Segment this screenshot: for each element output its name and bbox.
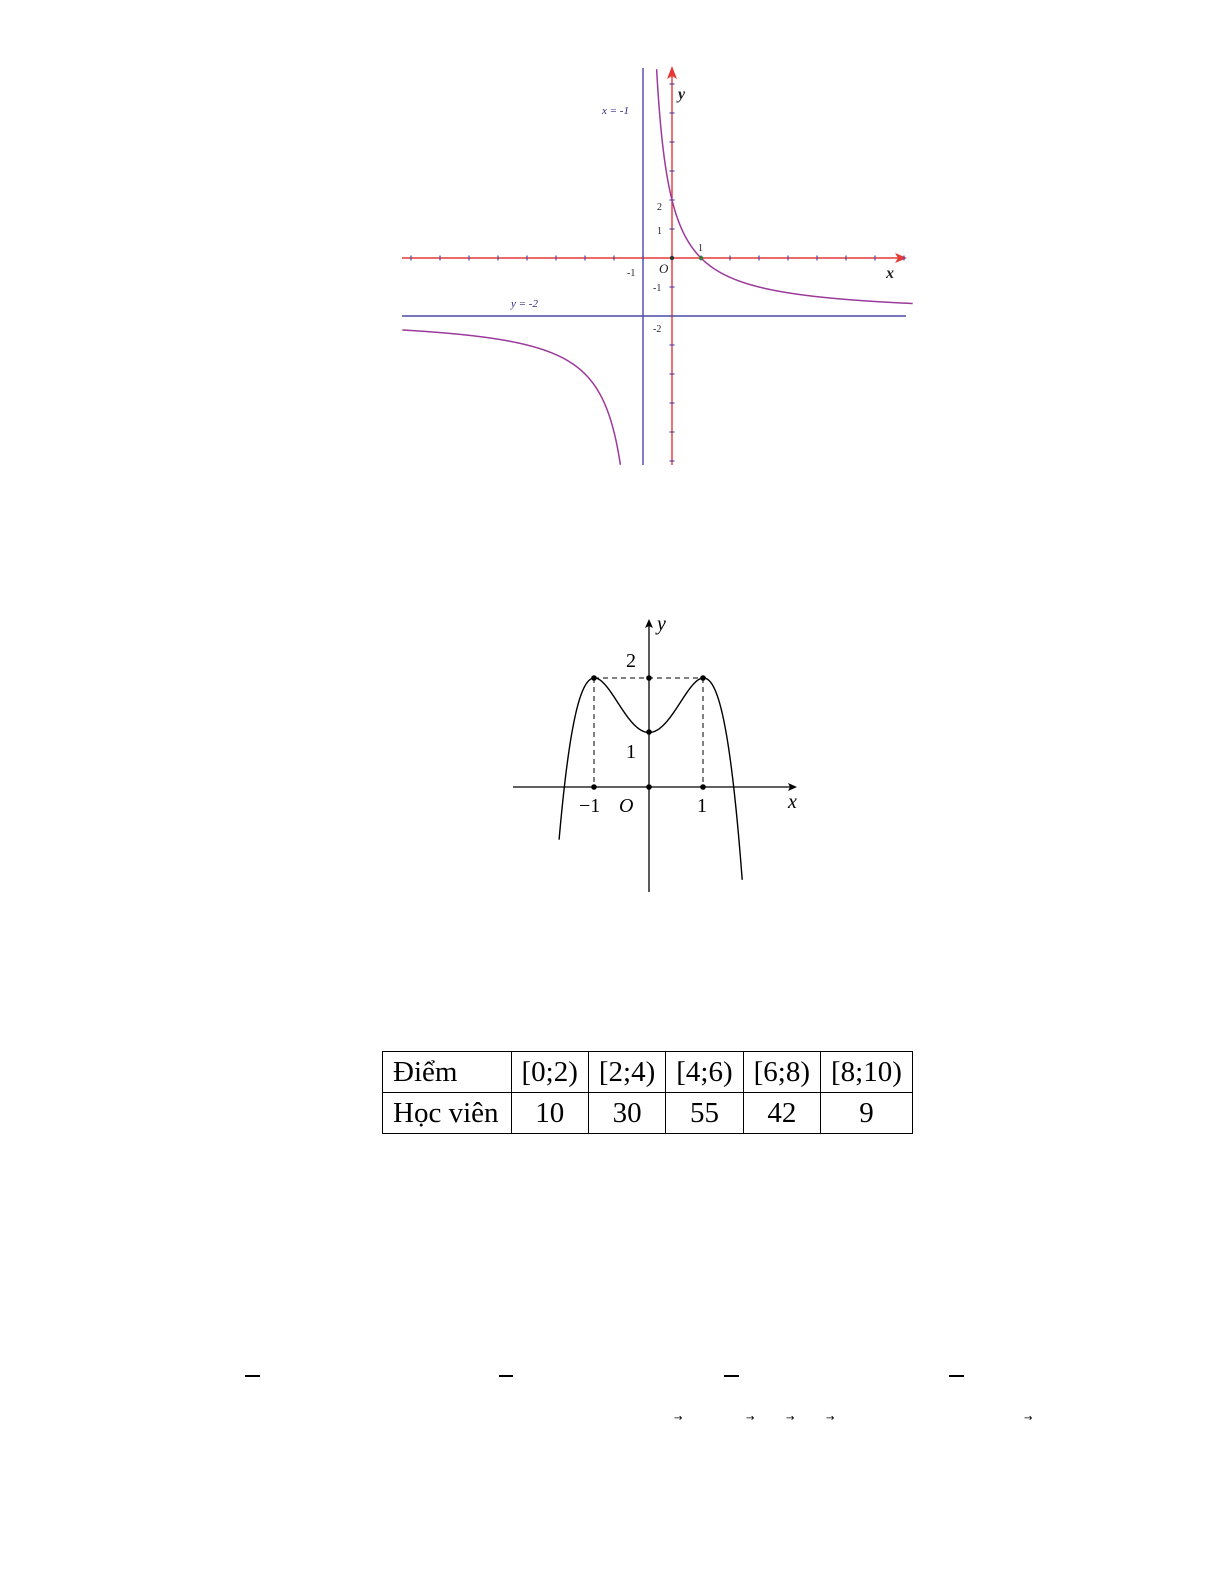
- x-axis-label: x: [788, 791, 797, 813]
- tick-label-y-1: 1: [626, 741, 636, 763]
- overline-fragment: [949, 1375, 964, 1377]
- tick-label-y-1: 1: [657, 226, 662, 237]
- x-pos1-point: [700, 784, 706, 790]
- max-point-right: [700, 675, 706, 681]
- tick-label-x-neg1: −1: [579, 795, 601, 817]
- table-cell-count: 9: [821, 1093, 913, 1134]
- x-axis-label: x: [886, 265, 894, 282]
- table-cell-count: 30: [588, 1093, 665, 1134]
- tick-label-x-1: 1: [698, 243, 703, 254]
- max-point-left: [591, 675, 597, 681]
- y-level-2-point: [646, 675, 652, 681]
- vector-arrow-icon: →: [826, 1413, 835, 1424]
- table-row-header: [383, 1052, 913, 1093]
- y-axis-label: y: [657, 613, 666, 635]
- table-header-label: Điểm: [383, 1052, 512, 1093]
- origin-label: O: [619, 795, 634, 817]
- quartic-curve: [559, 678, 742, 880]
- table-cell-interval: [4;6): [666, 1052, 743, 1093]
- tick-label-y-neg1: -1: [653, 283, 662, 294]
- quartic-function-graph: [505, 610, 825, 895]
- x-intercept-point: [699, 256, 703, 260]
- y-axis-label: y: [678, 86, 686, 103]
- table-cell-count: 55: [666, 1093, 743, 1134]
- origin-point: [670, 256, 674, 260]
- tick-label-x-1: 1: [697, 795, 707, 817]
- table-row-label: Học viên: [383, 1093, 512, 1134]
- min-point: [646, 729, 652, 735]
- rational-function-graph: [395, 60, 915, 470]
- vector-arrow-icon: →: [786, 1413, 795, 1424]
- axis-ticks: [411, 84, 904, 461]
- overline-fragment: [724, 1375, 739, 1377]
- table-row-counts: [383, 1093, 913, 1134]
- origin-point: [646, 784, 652, 790]
- tick-label-y-2: 2: [657, 202, 662, 213]
- table-cell-interval: [6;8): [743, 1052, 820, 1093]
- score-frequency-table: [382, 1051, 913, 1134]
- overline-fragment: [499, 1375, 513, 1377]
- asymptote-y-label: y = -2: [511, 298, 538, 310]
- tick-label-y-2: 2: [626, 650, 636, 672]
- vector-arrow-icon: →: [1024, 1413, 1033, 1424]
- tick-label-y-neg2: -2: [653, 324, 662, 335]
- overline-fragment: [245, 1375, 260, 1377]
- origin-label: O: [659, 261, 669, 276]
- table-cell-interval: [2;4): [588, 1052, 665, 1093]
- table-cell-count: 42: [743, 1093, 820, 1134]
- vector-arrow-icon: →: [746, 1413, 755, 1424]
- table-cell-interval: [8;10): [821, 1052, 913, 1093]
- curve-right-branch: [657, 69, 913, 303]
- table-cell-count: 10: [511, 1093, 588, 1134]
- table-cell-interval: [0;2): [511, 1052, 588, 1093]
- asymptote-x-label: x = -1: [602, 105, 629, 117]
- vector-arrow-icon: →: [674, 1413, 683, 1424]
- curve-left-branch: [402, 330, 620, 465]
- tick-label-x-neg1: -1: [627, 268, 636, 279]
- x-neg1-point: [591, 784, 597, 790]
